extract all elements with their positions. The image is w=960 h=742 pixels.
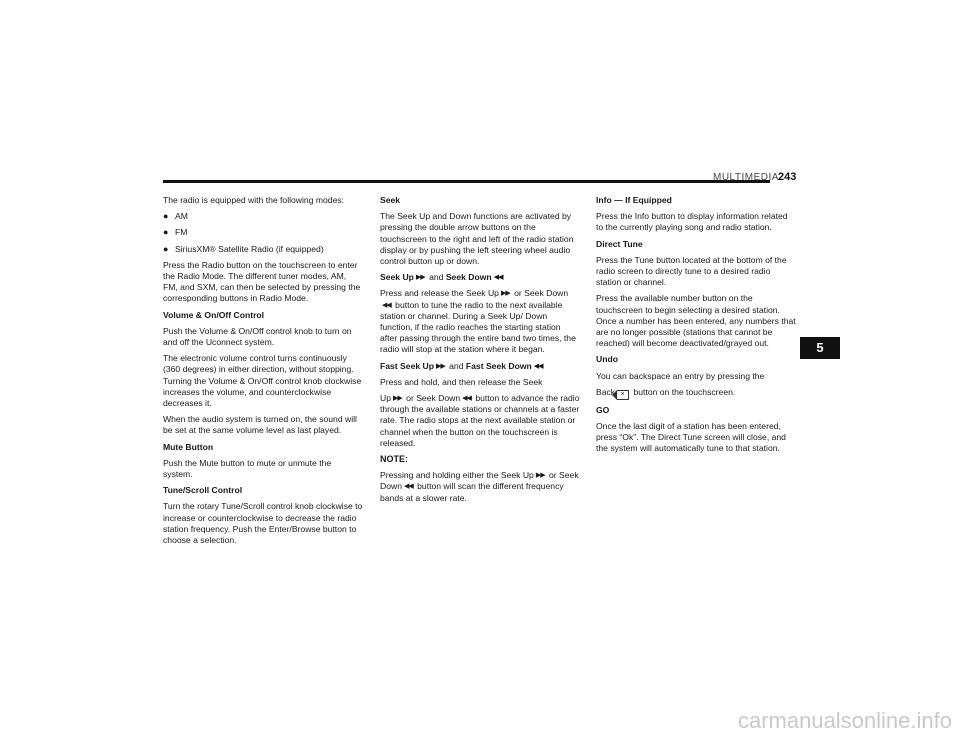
- tune-heading: Tune/Scroll Control: [163, 485, 243, 496]
- undo-paragraph-2: Back × button on the touchscreen.: [596, 386, 736, 398]
- page-number: 243: [778, 171, 797, 183]
- column-2: [380, 195, 580, 509]
- seek-paragraph-2: Press and release the Seek Up ▶▶ or Seek Down◀◀ button to tune the radio to the next available station or channel. During a Seek Up/ Down function, if the radio reaches the starting station after passing through the entire band two times, the radio will stop at the station where it began.: [380, 288, 576, 355]
- list-item: ● AM: [163, 211, 188, 222]
- radio-mode-paragraph: Press the Radio button on the touchscreen to enter the Radio Mode. The different tuner modes, AM, FM, and SXM, can then be selected by pressing the corresponding buttons in Radio Mode.: [163, 259, 361, 304]
- seek-up-icon: ▶▶: [535, 472, 545, 480]
- seek-subheading: Seek Up ▶▶ and Seek Down ◀◀: [380, 272, 503, 283]
- column-3: [596, 195, 796, 460]
- seek-down-icon: ◀◀: [533, 362, 543, 370]
- mute-paragraph: Push the Mute button to mute or unmute the system.: [163, 457, 332, 480]
- column-1: [163, 195, 363, 551]
- info-heading: Info — If Equipped: [596, 195, 672, 205]
- list-item: ● SiriusXM® Satellite Radio (if equipped): [163, 243, 324, 254]
- volume-paragraph-2: The electronic volume control turns continuously (360 degrees) in either direction, without stopping. Turning the Volume & On/Off control knob clockwise increases the volume, and counterclockwise decreases it.: [163, 353, 362, 409]
- seek-up-icon: ▶▶: [500, 290, 510, 298]
- bullet-icon: ●: [163, 227, 169, 238]
- undo-heading: Undo: [596, 354, 618, 365]
- volume-paragraph-3: When the audio system is turned on, the sound will be set at the same volume level as last played.: [163, 414, 357, 436]
- bullet-icon: ●: [163, 243, 169, 254]
- direct-tune-paragraph-2: Press the available number button on the touchscreen to begin selecting a desired station. Once a number has been entered, any numbers that are no longer possible (stations that cannot be reached) will become deactivated/grayed out.: [596, 293, 796, 349]
- note-heading: NOTE:: [380, 454, 408, 465]
- seek-heading: Seek: [380, 195, 401, 205]
- seek-up-icon: ▶▶: [393, 395, 402, 403]
- seek-down-icon: ◀◀: [493, 274, 503, 282]
- seek-down-icon: ◀◀: [382, 301, 391, 309]
- go-paragraph: Once the last digit of a station has been entered, press “Ok”. The Direct Tune screen will close, and the system will automatically tune to that station.: [596, 421, 786, 454]
- tune-paragraph: Turn the rotary Tune/Scroll control knob clockwise to increase or counterclockwise to decrease the radio station frequency. Push the Enter/Browse button to choose a selection.: [163, 501, 363, 546]
- section-title: MULTIMEDIA: [713, 172, 779, 183]
- seek-down-icon: ◀◀: [403, 483, 413, 491]
- direct-tune-heading: Direct Tune: [596, 238, 643, 249]
- undo-paragraph-1: You can backspace an entry by pressing the: [596, 370, 765, 381]
- header-rule: [163, 180, 770, 183]
- backspace-icon: ×: [617, 390, 629, 400]
- footer-watermark: carmanualsonline.info: [737, 708, 952, 733]
- list-item: ● FM: [163, 227, 188, 238]
- info-paragraph: Press the Info button to display information related to the currently playing song and radio station.: [596, 211, 788, 233]
- volume-heading: Volume & On/Off Control: [163, 309, 265, 320]
- modes-intro: The radio is equipped with the following modes:: [163, 195, 345, 205]
- volume-paragraph-1: Push the Volume & On/Off control knob to turn on and off the Uconnect system.: [163, 325, 352, 348]
- chapter-tab: 5: [800, 337, 840, 359]
- fast-seek-paragraph-2: Up ▶▶ or Seek Down ◀◀ button to advance the radio through the available stations or channels at a faster rate. The radio stops at the next available station or channel when the button on the touchscreen is released.: [380, 393, 580, 448]
- note-paragraph: Pressing and holding either the Seek Up ▶▶ or Seek Down ◀◀ button will scan the different frequency bands at a slower rate.: [380, 470, 579, 503]
- bullet-icon: ●: [163, 211, 169, 222]
- mute-heading: Mute Button: [163, 441, 214, 452]
- seek-up-icon: ▶▶: [435, 362, 445, 370]
- direct-tune-paragraph-1: Press the Tune button located at the bottom of the radio screen to directly tune to a desired radio station or channel.: [596, 254, 787, 288]
- fast-seek-subheading: Fast Seek Up ▶▶ and Fast Seek Down ◀◀: [380, 360, 543, 371]
- go-heading: GO: [596, 404, 610, 415]
- fast-seek-paragraph-1: Press and hold, and then release the Seek: [380, 376, 543, 387]
- seek-paragraph: The Seek Up and Down functions are activated by pressing the double arrow buttons on the touchscreen to the right and left of the radio station display or by pushing the left steering wheel audio control button up or down.: [380, 211, 574, 267]
- seek-up-icon: ▶▶: [415, 274, 425, 282]
- seek-down-icon: ◀◀: [462, 395, 471, 403]
